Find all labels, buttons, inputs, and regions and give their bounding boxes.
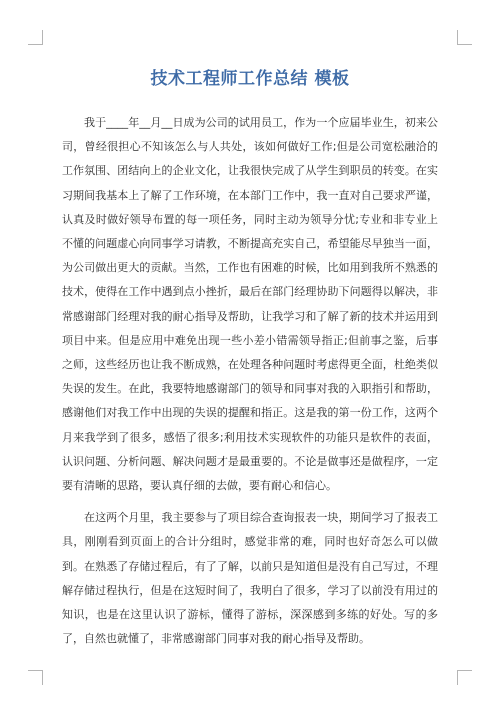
- page-corner-mark-bottom-right: [457, 670, 472, 685]
- document-title: 技术工程师工作总结 模板: [150, 69, 350, 89]
- document-body: [62, 111, 438, 651]
- page-corner-mark-top-left: [28, 30, 43, 45]
- page-corner-mark-top-right: [457, 30, 472, 45]
- page-corner-mark-bottom-left: [28, 670, 43, 685]
- body-paragraph-1: 我于____年__月__日成为公司的试用员工，作为一个应届毕业生，初来公司，曾经很担心不知该怎么与人共处，该如何做好工作;但是公司宽松融洽的工作氛围、团结向上的企业文化，让我很快完成了从学生到职员的转变。在实习期间我基本上了解了工作环境，在本部门工作中，我一直对自己要求严谨，认真及时做好领导布置的每一项任务，同时主动为领导分忧;专业和非专业上不懂的问题虚心向同事学习请教，不断提高充实自己，希望能尽早独当一面，为公司做出更大的贡献。当然，工作也有困难的时候，比如用到我所不熟悉的技术，使得在工作中遇到点小挫折，最后在部门经理协助下问题得以解决，非常感谢部门经理对我的耐心指导及帮助，让我学习和了解了新的技术并运用到项目中来。但是应用中难免出现一些小差小错需领导指正;但前事之鉴，后事之师，这些经历也让我不断成熟，在处理各种问题时考虑得更全面，杜绝类似失误的发生。在此，我要特地感谢部门的领导和同事对我的入职指引和帮助，感谢他们对我工作中出现的失误的提醒和指正。这是我的第一份工作，这两个月来我学到了很多，感悟了很多;利用技术实现软件的功能只是软件的表面，认识问题、分析问题、解决问题才是最重要的。不论是做事还是做程序，一定要有清晰的思路，要认真仔细的去做，要有耐心和信心。: [62, 116, 438, 493]
- body-paragraph-2: 在这两个月里，我主要参与了项目综合查询报表一块，期间学习了报表工具，刚刚看到页面上的合计分组时，感觉非常的难，同时也好奇怎么可以做到。在熟悉了存储过程后，有了了解，以前只是知道但是没有自己写过，不理解存储过程执行，但是在这短时间了，我明白了很多，学习了以前没有用过的知识，也是在这里认识了游标，懂得了游标，深深感到多练的好处。写的多了，自然也就懂了，非常感谢部门同事对我的耐心指导及帮助。: [62, 511, 438, 646]
